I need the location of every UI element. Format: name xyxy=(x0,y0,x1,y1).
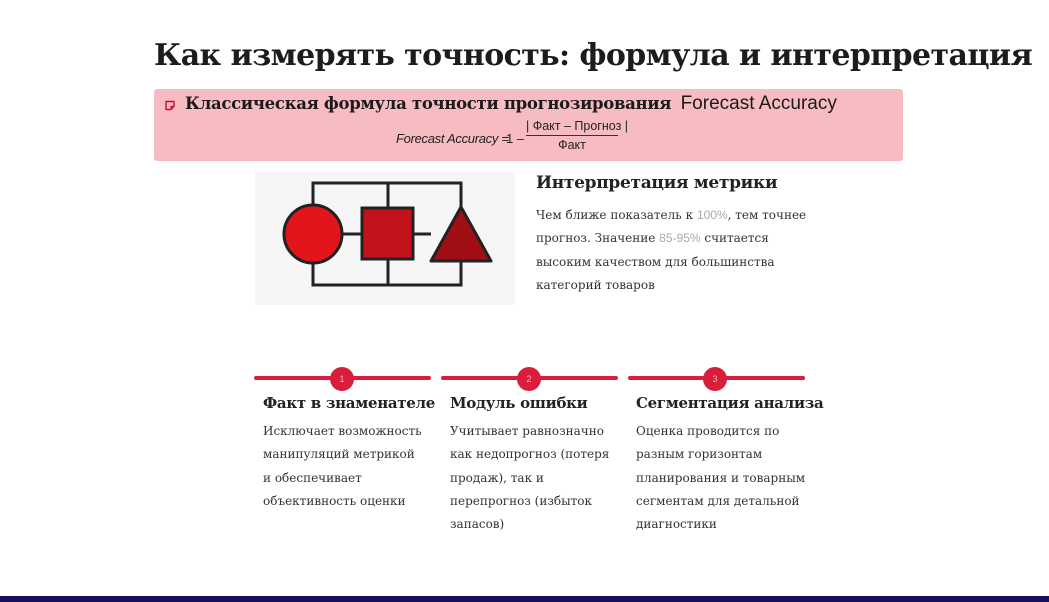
highlight-85-95: 85-95% xyxy=(659,231,701,246)
shapes-diagram-svg xyxy=(255,172,515,305)
formula-numerator: | Факт – Прогноз | xyxy=(526,119,629,133)
formula-denominator: Факт xyxy=(558,138,586,152)
square-shape xyxy=(362,208,413,259)
interpretation-text xyxy=(536,204,808,297)
step-1-text: Исключает возможность манипуляций метрикой и обеспечивает объективность оценки xyxy=(263,424,422,508)
step-1-number: 1 xyxy=(330,367,354,391)
formula-banner xyxy=(154,89,903,161)
step-2-title: Модуль ошибки xyxy=(450,394,588,412)
banner-sans-text: Forecast Accuracy xyxy=(680,93,837,114)
banner-heading xyxy=(185,93,837,115)
interp-text-part: , тем точнее прогноз. Значение xyxy=(536,208,807,246)
step-3-title: Сегментация анализа xyxy=(636,394,824,412)
step-3-number: 3 xyxy=(703,367,727,391)
page-title: Как измерять точность: формула и интерпретация xyxy=(154,38,1033,73)
step-1-title: Факт в знаменателе xyxy=(263,394,436,412)
formula-fraction xyxy=(526,119,629,152)
interpretation-title: Интерпретация метрики xyxy=(536,173,778,193)
step-2-number: 2 xyxy=(517,367,541,391)
circle-shape xyxy=(284,205,342,263)
formula-one-minus: 1 – xyxy=(506,131,525,146)
interp-text-part: считается высоким качеством для большинства категорий товаров xyxy=(536,231,775,292)
fraction-bar xyxy=(526,135,618,136)
banner-bold-text: Классическая формула точности прогнозирования xyxy=(185,94,672,113)
note-icon xyxy=(164,99,176,111)
triangle-shape xyxy=(431,207,491,261)
shapes-diagram-image xyxy=(255,172,515,305)
interp-text-part: Чем ближе показатель к xyxy=(536,208,697,222)
highlight-100: 100% xyxy=(696,208,728,222)
footer-strip xyxy=(0,596,1049,602)
formula-lhs: Forecast Accuracy = xyxy=(396,131,509,146)
step-3-text: Оценка проводится по разным горизонтам планирования и товарным сегментам для детальной диагностики xyxy=(636,424,806,532)
step-2-text: Учитывает равнозначно как недопрогноз (потеря продаж), так и перепрогноз (избыток запасов) xyxy=(450,424,610,532)
